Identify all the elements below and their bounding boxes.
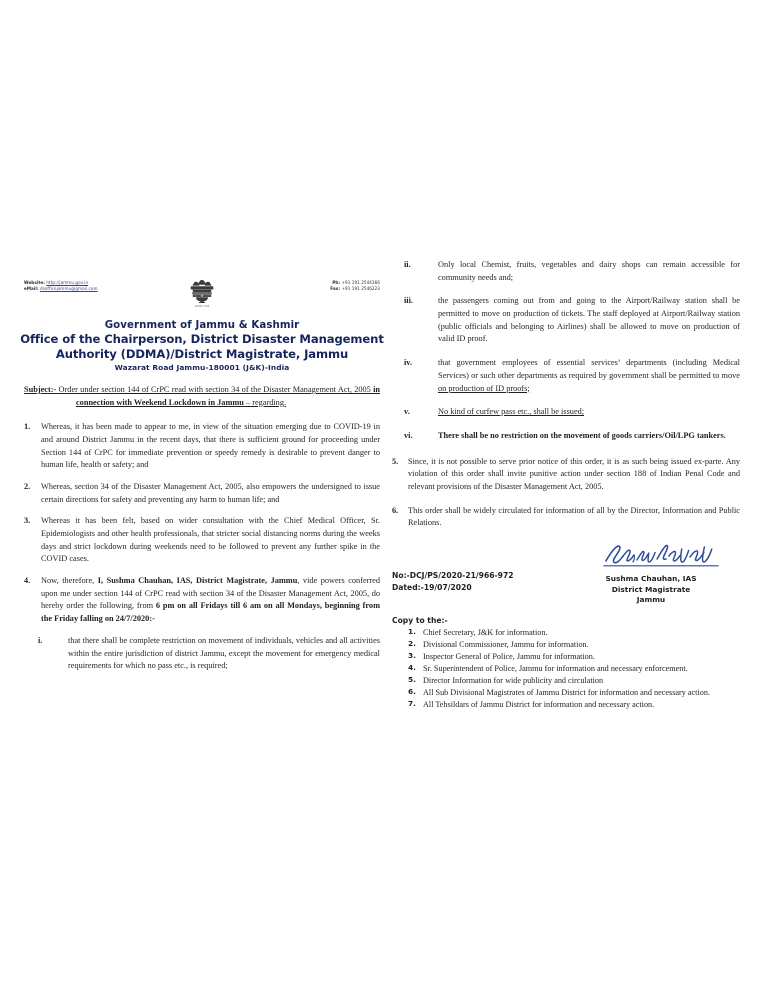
copy-to-number: 7. bbox=[408, 698, 416, 708]
roman-text: the passengers coming out from and going to the Airport/Railway station shall be permitted to move on production of tickets. The staff deployed at Airport/Railway station (public officials and belonging to Airlines) shall be allowed to move on production of valid ID proof. bbox=[438, 296, 740, 344]
roman-item bbox=[392, 295, 740, 346]
government-name: Government of Jammu & Kashmir bbox=[104, 320, 300, 331]
roman-number: iv. bbox=[404, 358, 413, 368]
copy-to-text: Sr. Superintendent of Police, Jammu for information and necessary enforcement. bbox=[423, 663, 688, 673]
clause-list-right bbox=[392, 456, 740, 530]
clause-number: 6. bbox=[392, 505, 399, 515]
roman-number: iii. bbox=[404, 296, 413, 306]
roman-item bbox=[392, 259, 740, 284]
copy-to-text: Chief Secretary, J&K for information. bbox=[423, 628, 548, 637]
copy-to-list bbox=[392, 627, 740, 711]
office-name: Office of the Chairperson, District Disaster Management Authority (DDMA)/District Magistrate, Jammu bbox=[20, 332, 384, 361]
subject-label: Subject:- bbox=[24, 385, 57, 394]
clause-list-left bbox=[24, 421, 380, 626]
roman-text-underlined: No kind of curfew pass etc., shall be issued; bbox=[438, 407, 585, 417]
signatory-place: Jammu bbox=[636, 595, 666, 605]
roman-list-left bbox=[24, 635, 380, 673]
clause-number: 4. bbox=[24, 576, 31, 586]
roman-text-bold: There shall be no restriction on the movement of goods carriers/Oil/LPG tankers. bbox=[438, 430, 726, 440]
signatory-details bbox=[576, 574, 726, 606]
clause-item bbox=[24, 481, 380, 506]
signatory-designation: District Magistrate bbox=[611, 584, 691, 594]
copy-to-item bbox=[392, 663, 740, 675]
clause4-lead: Now, therefore, bbox=[41, 576, 98, 586]
copy-to-text: All Sub Divisional Magistrates of Jammu District for information and necessary action. bbox=[423, 687, 710, 697]
copy-to-number: 3. bbox=[408, 650, 416, 660]
roman-number: ii. bbox=[404, 260, 411, 269]
roman-text: Only local Chemist, fruits, vegetables and dairy shops can remain accessible for community needs and; bbox=[438, 260, 740, 282]
roman-item bbox=[24, 635, 380, 673]
clause-text: Whereas, it has been made to appear to me, in view of the situation emerging due to COVID-19 in and around District Jammu in the recent days, that there is sufficient ground for proceeding under Section 144 of CrPC for immediate prevention or speedy remedy is desirable to prevent danger to human life, health or safety; and bbox=[41, 422, 380, 470]
handwritten-signature-icon bbox=[600, 538, 728, 572]
clause-text: This order shall be widely circulated for information of all by the Director, Information and Public Relations. bbox=[408, 505, 740, 528]
clause-item bbox=[24, 515, 380, 566]
clause-number: 5. bbox=[392, 456, 399, 466]
document-left-column bbox=[20, 276, 384, 682]
letterhead bbox=[20, 276, 384, 374]
clause-number: 2. bbox=[24, 481, 31, 491]
copy-to-item bbox=[392, 687, 740, 699]
roman-number: v. bbox=[404, 407, 410, 417]
subject-text-part2: – regarding. bbox=[243, 397, 287, 407]
roman-list-right bbox=[392, 259, 740, 443]
organisation-heading bbox=[6, 320, 398, 372]
copy-to-text: All Tehsildars of Jammu District for information and necessary action. bbox=[423, 699, 655, 709]
signature-block bbox=[392, 544, 740, 606]
copy-to-item bbox=[392, 651, 740, 663]
website-link[interactable]: http://jammu.gov.in bbox=[46, 280, 89, 285]
clause-text: Whereas it has been felt, based on wider consultation with the Chief Medical Officer, Sr. Epidemiologists and other health professionals, that stricter social distancing norms during the weeks days and strict lockdown during weekends need to be followed to prevent any further spike in the COVID cases. bbox=[41, 516, 380, 564]
roman-number: vi. bbox=[404, 430, 413, 440]
order-number: No:-DCJ/PS/2020-21/966-972 bbox=[392, 571, 514, 580]
clause-number: 1. bbox=[24, 422, 31, 432]
email-label: eMail: bbox=[24, 286, 39, 292]
roman-item bbox=[392, 406, 740, 419]
copy-to-number: 2. bbox=[408, 638, 416, 648]
copy-to-number: 5. bbox=[408, 674, 416, 684]
document-right-column bbox=[392, 250, 740, 711]
clause4-officer: I, Sushma Chauhan, IAS, District Magistrate, Jammu bbox=[97, 576, 298, 586]
office-address: Wazarat Road Jammu-180001 (J&K)-India bbox=[114, 363, 290, 373]
clause4-mid: , vide powers conferred upon me under section 144 of CrPC read with section 34 of the Disaster Management Act, 2005, do hereby order the following, from bbox=[41, 576, 380, 611]
emblem-container bbox=[24, 278, 380, 316]
copy-to-number: 4. bbox=[408, 662, 416, 672]
roman-text: that government employees of essential services’ departments (including Medical Services) or such other departments as required by government shall be permitted to move bbox=[438, 358, 740, 380]
roman-item bbox=[392, 357, 740, 395]
national-emblem-of-india-icon bbox=[187, 278, 217, 316]
copy-to-number: 6. bbox=[408, 686, 416, 696]
letterhead-contact-right bbox=[330, 280, 380, 293]
copy-to-text: Divisional Commissioner, Jammu for information. bbox=[423, 639, 589, 649]
roman-number: i. bbox=[38, 635, 43, 645]
copy-to-item bbox=[392, 627, 740, 639]
website-label: Website: bbox=[24, 280, 45, 285]
order-reference bbox=[392, 570, 514, 594]
roman-item bbox=[392, 430, 740, 443]
copy-to-text: Inspector General of Police, Jammu for information. bbox=[423, 651, 595, 661]
roman-text: that there shall be complete restriction on movement of individuals, vehicles and all activities within the entire jurisdiction of district Jammu, except the movement for emergency medical requirements for which no pass etc., is required; bbox=[68, 635, 380, 671]
copy-to-item bbox=[392, 675, 740, 687]
fax-line bbox=[330, 286, 380, 292]
email-link[interactable]: dsofficejammu@gmail.com bbox=[39, 286, 98, 292]
clause-item-operative bbox=[24, 575, 380, 626]
svg-text:सत्यमेव जयते: सत्यमेव जयते bbox=[194, 303, 210, 308]
clause-text: Since, it is not possible to serve prior notice of this order, it is as such being issued ex-parte. Any violation of this order shall invite punitive action under section 188 of Indian Penal Code and relevant provisions of the Disaster Management Act, 2005. bbox=[408, 456, 740, 491]
copy-to-item bbox=[392, 699, 740, 711]
subject-line bbox=[24, 384, 380, 409]
roman-text-underlined: on production of ID proofs; bbox=[438, 383, 530, 393]
subject-text-part1: Order under section 144 of CrPC read with section 34 of the Disaster Management Act, 2005 bbox=[56, 385, 374, 394]
clause-item bbox=[392, 456, 740, 494]
clause4-tail: :- bbox=[149, 614, 155, 624]
copy-to-number: 1. bbox=[408, 627, 416, 636]
clause-number: 3. bbox=[24, 516, 31, 526]
clause-text: Whereas, section 34 of the Disaster Management Act, 2005, also empowers the undersigned to issue certain directions for safety and preventing any harm to human life; and bbox=[41, 481, 380, 504]
fax-label: Fax: bbox=[330, 286, 341, 292]
clause-item bbox=[392, 505, 740, 530]
clause-item bbox=[24, 421, 380, 472]
subject-text-highlight: in connection with Weekend Lockdown in Jammu bbox=[76, 385, 380, 407]
signatory-name: Sushma Chauhan, IAS bbox=[605, 574, 697, 583]
phone-label: Ph: bbox=[332, 280, 341, 285]
clause4-timing: 6 pm on all Fridays till 6 am on all Mondays, beginning from the Friday falling on 24/7/2020 bbox=[41, 601, 380, 624]
phone-value: +91 191 2544366 bbox=[341, 280, 380, 285]
copy-to-text: Director Information for wide publicity and circulation bbox=[423, 675, 604, 685]
fax-value: +91 191 2546223 bbox=[341, 286, 380, 292]
copy-to-heading: Copy to the:- bbox=[392, 616, 448, 625]
copy-to-item bbox=[392, 639, 740, 651]
order-date: Dated:-19/07/2020 bbox=[392, 582, 472, 592]
